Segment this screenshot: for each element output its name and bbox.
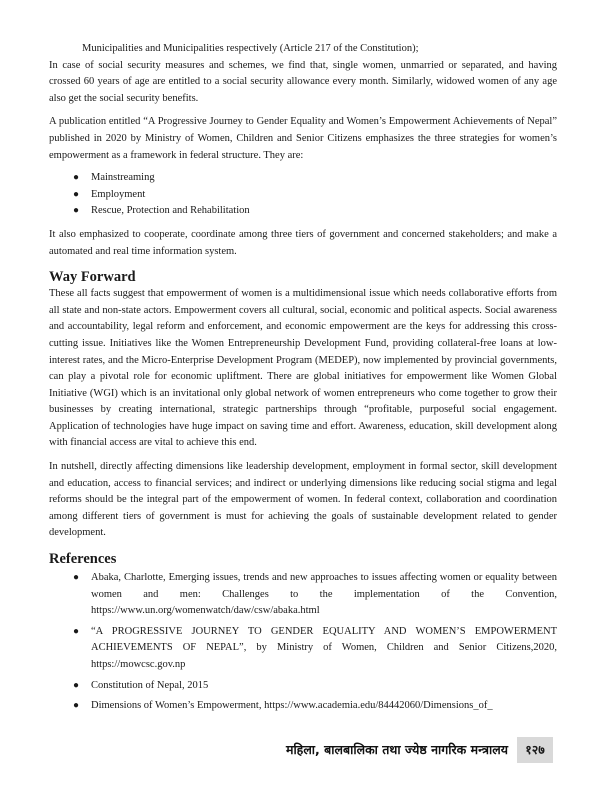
bullet-icon: ● [73, 572, 80, 584]
bullet-icon: ● [73, 205, 80, 217]
paragraph: In nutshell, directly affecting dimensions like leadership development, employment in formal sector, skill development and education, access to financial services; and indirect or underlying dimensions like reducing social stigma and legal reforms should be the integral part of the empowerment of women. In federal context, collaboration and coordination among different tiers of government is must for achieving the goals of sustainable development related to gender development. [49, 461, 557, 539]
paragraph: Municipalities and Municipalities respectively (Article 217 of the Constitution); [82, 43, 419, 54]
reference-item: ● Constitution of Nepal, 2015 [49, 678, 557, 695]
section-heading-way-forward: Way Forward [49, 269, 136, 286]
bullet-icon: ● [73, 625, 80, 637]
reference-item: ● Abaka, Charlotte, Emerging issues, trends and new approaches to issues affecting women or equality between women and men: Challenges to the implementation of the Convention, https://www.un.org/womenwatch/daw/csw/abaka.html [73, 572, 557, 617]
footer-ministry-name: महिला, बालबालिका तथा ज्येष्ठ नागरिक मन्त्रालय [285, 742, 508, 757]
list-item: ● Rescue, Protection and Rehabilitation [49, 203, 557, 220]
document-page [49, 41, 557, 719]
list-item: ● Mainstreaming [49, 170, 557, 187]
page-footer [0, 737, 600, 763]
references-list [49, 570, 557, 715]
reference-item: ● Dimensions of Women’s Empowerment, https://www.academia.edu/84442060/Dimensions_of_ [49, 698, 557, 715]
bullet-icon: ● [73, 679, 80, 691]
strategy-list [49, 170, 557, 220]
paragraph: A publication entitled “A Progressive Journey to Gender Equality and Women’s Empowerment Achievements of Nepal” published in 2020 by Ministry of Women, Children and Senior Citizens emphasizes the three strategies for women’s empowerment as a framework in federal structure. They are: [49, 116, 557, 161]
bullet-icon: ● [73, 188, 80, 200]
paragraph: These all facts suggest that empowerment of women is a multidimensional issue which needs collaborative efforts from all state and non-state actors. Empowerment covers all cultural, social, economic and political aspects. Social awareness and accountability, legal reform and enforcement, and economic empowerment are the keys for addressing this cross-cutting issue. Initiatives like the Women Entrepreneurship Development Fund, providing collateral-free loans at low-interest rates, and the Micro-Enterprise Development Program (MEDEP), now implemented by provincial governments, can play a pivotal role for economic upliftment. There are global initiatives for empowerment like Women Global Initiative (WGI) which is an invitational only global network of women entrepreneurs who come together to grow their businesses by creating international, strategic partnerships through “profitable, purposeful social engagement. Application of technologies have huge impact on saving time and effort. Awareness, education, skill development along with financial access are vital to achieve this end. [49, 288, 557, 449]
paragraph: It also emphasized to cooperate, coordinate among three tiers of government and concerned stakeholders; and make a automated and real time information system. [49, 228, 557, 257]
bullet-icon: ● [73, 172, 80, 184]
section-heading-references: References [49, 551, 117, 568]
list-item: ● Employment [49, 187, 557, 204]
reference-item: ● “A PROGRESSIVE JOURNEY TO GENDER EQUALITY AND WOMEN’S EMPOWERMENT ACHIEVEMENTS OF NEPAL”, by Ministry of Women, Children and Senior Citizens,2020, https://mowcsc.gov.np [73, 625, 557, 670]
bullet-icon: ● [73, 700, 80, 712]
paragraph: In case of social security measures and schemes, we find that, single women, unmarried or separated, and having crossed 60 years of age are entitled to a social security allowance every month. Similarly, widowed women of any age also get the social security benefits. [49, 59, 557, 104]
page-number: १२७ [517, 737, 553, 763]
